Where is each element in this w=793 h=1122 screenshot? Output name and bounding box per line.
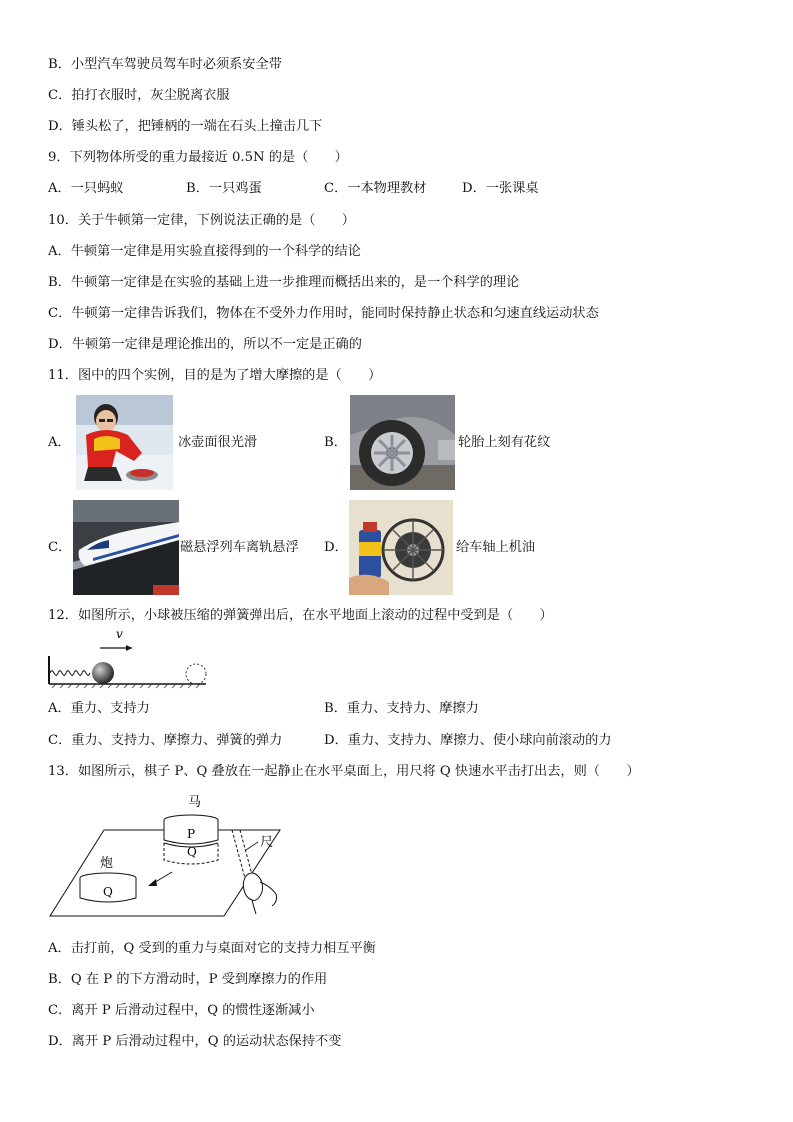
q8-option-c: C．拍打衣服时，灰尘脱离衣服 — [48, 88, 230, 103]
q9-option-c: C．一本物理教材 — [324, 181, 427, 196]
q11-option-a-caption: 冰壶面很光滑 — [178, 435, 258, 450]
q8-option-d: D．锤头松了，把锤柄的一端在石头上撞击几下 — [48, 119, 323, 134]
q11-option-a-letter: A． — [48, 435, 71, 450]
q11-option-d-letter: D． — [324, 540, 348, 555]
q13-option-d: D．离开 P 后滑动过程中，Q 的运动状态保持不变 — [48, 1034, 342, 1049]
q11-stem: 11．图中的四个实例，目的是为了增大摩擦的是（ ） — [48, 368, 382, 383]
label-q-left: Q — [103, 885, 113, 899]
q10-option-b: B．牛顿第一定律是在实验的基础上进一步推理而概括出来的，是一个科学的理论 — [48, 275, 520, 290]
q12-option-b: B．重力、支持力、摩擦力 — [324, 701, 479, 716]
q11-option-b-caption: 轮胎上刻有花纹 — [458, 435, 551, 450]
label-p: P — [187, 827, 196, 841]
q13-stem: 13．如图所示，棋子 P、Q 叠放在一起静止在水平桌面上，用尺将 Q 快速水平击打出去，则（ ） — [48, 764, 640, 779]
maglev-train-photo — [73, 500, 179, 595]
q10-option-d: D．牛顿第一定律是理论推出的，所以不一定是正确的 — [48, 337, 362, 352]
label-q-top: Q — [187, 845, 197, 859]
q8-option-b: B．小型汽车驾驶员驾车时必须系安全带 — [48, 57, 282, 72]
q11-option-c-caption: 磁悬浮列车离轨悬浮 — [180, 540, 299, 555]
q9-option-d: D．一张课桌 — [462, 181, 539, 196]
tire-photo — [350, 395, 455, 490]
q12-stem: 12．如图所示，小球被压缩的弹簧弹出后，在水平地面上滚动的过程中受到是（ ） — [48, 608, 553, 623]
q10-option-a: A．牛顿第一定律是用实验直接得到的一个科学的结论 — [48, 244, 361, 259]
label-ma: 马 — [188, 795, 202, 810]
q9-option-a: A．一只蚂蚁 — [48, 181, 124, 196]
bike-oil-photo — [349, 500, 453, 595]
curling-photo — [76, 395, 173, 490]
chess-pieces-figure — [48, 790, 288, 922]
q13-option-c: C．离开 P 后滑动过程中，Q 的惯性逐渐减小 — [48, 1003, 315, 1018]
q10-option-c: C．牛顿第一定律告诉我们，物体在不受外力作用时，能同时保持静止状态和匀速直线运动状态 — [48, 306, 599, 321]
q12-option-a: A．重力、支持力 — [48, 701, 150, 716]
q13-option-b: B．Q 在 P 的下方滑动时，P 受到摩擦力的作用 — [48, 972, 328, 987]
q12-option-c: C．重力、支持力、摩擦力、弹簧的弹力 — [48, 733, 283, 748]
q11-option-c-letter: C． — [48, 540, 72, 555]
q9-stem: 9．下列物体所受的重力最接近 0.5N 的是（ ） — [48, 150, 348, 165]
label-chi: 尺 — [260, 835, 274, 850]
q9-option-b: B．一只鸡蛋 — [186, 181, 262, 196]
q11-option-b-letter: B． — [324, 435, 347, 450]
q12-option-d: D．重力、支持力、摩擦力、使小球向前滚动的力 — [324, 733, 612, 748]
q13-option-a: A．击打前，Q 受到的重力与桌面对它的支持力相互平衡 — [48, 941, 376, 956]
label-pao: 炮 — [100, 856, 114, 871]
spring-ball-figure — [46, 626, 211, 692]
velocity-label: v — [116, 627, 123, 641]
q10-stem: 10．关于牛顿第一定律，下例说法正确的是（ ） — [48, 213, 355, 228]
q11-option-d-caption: 给车轴上机油 — [456, 540, 536, 555]
